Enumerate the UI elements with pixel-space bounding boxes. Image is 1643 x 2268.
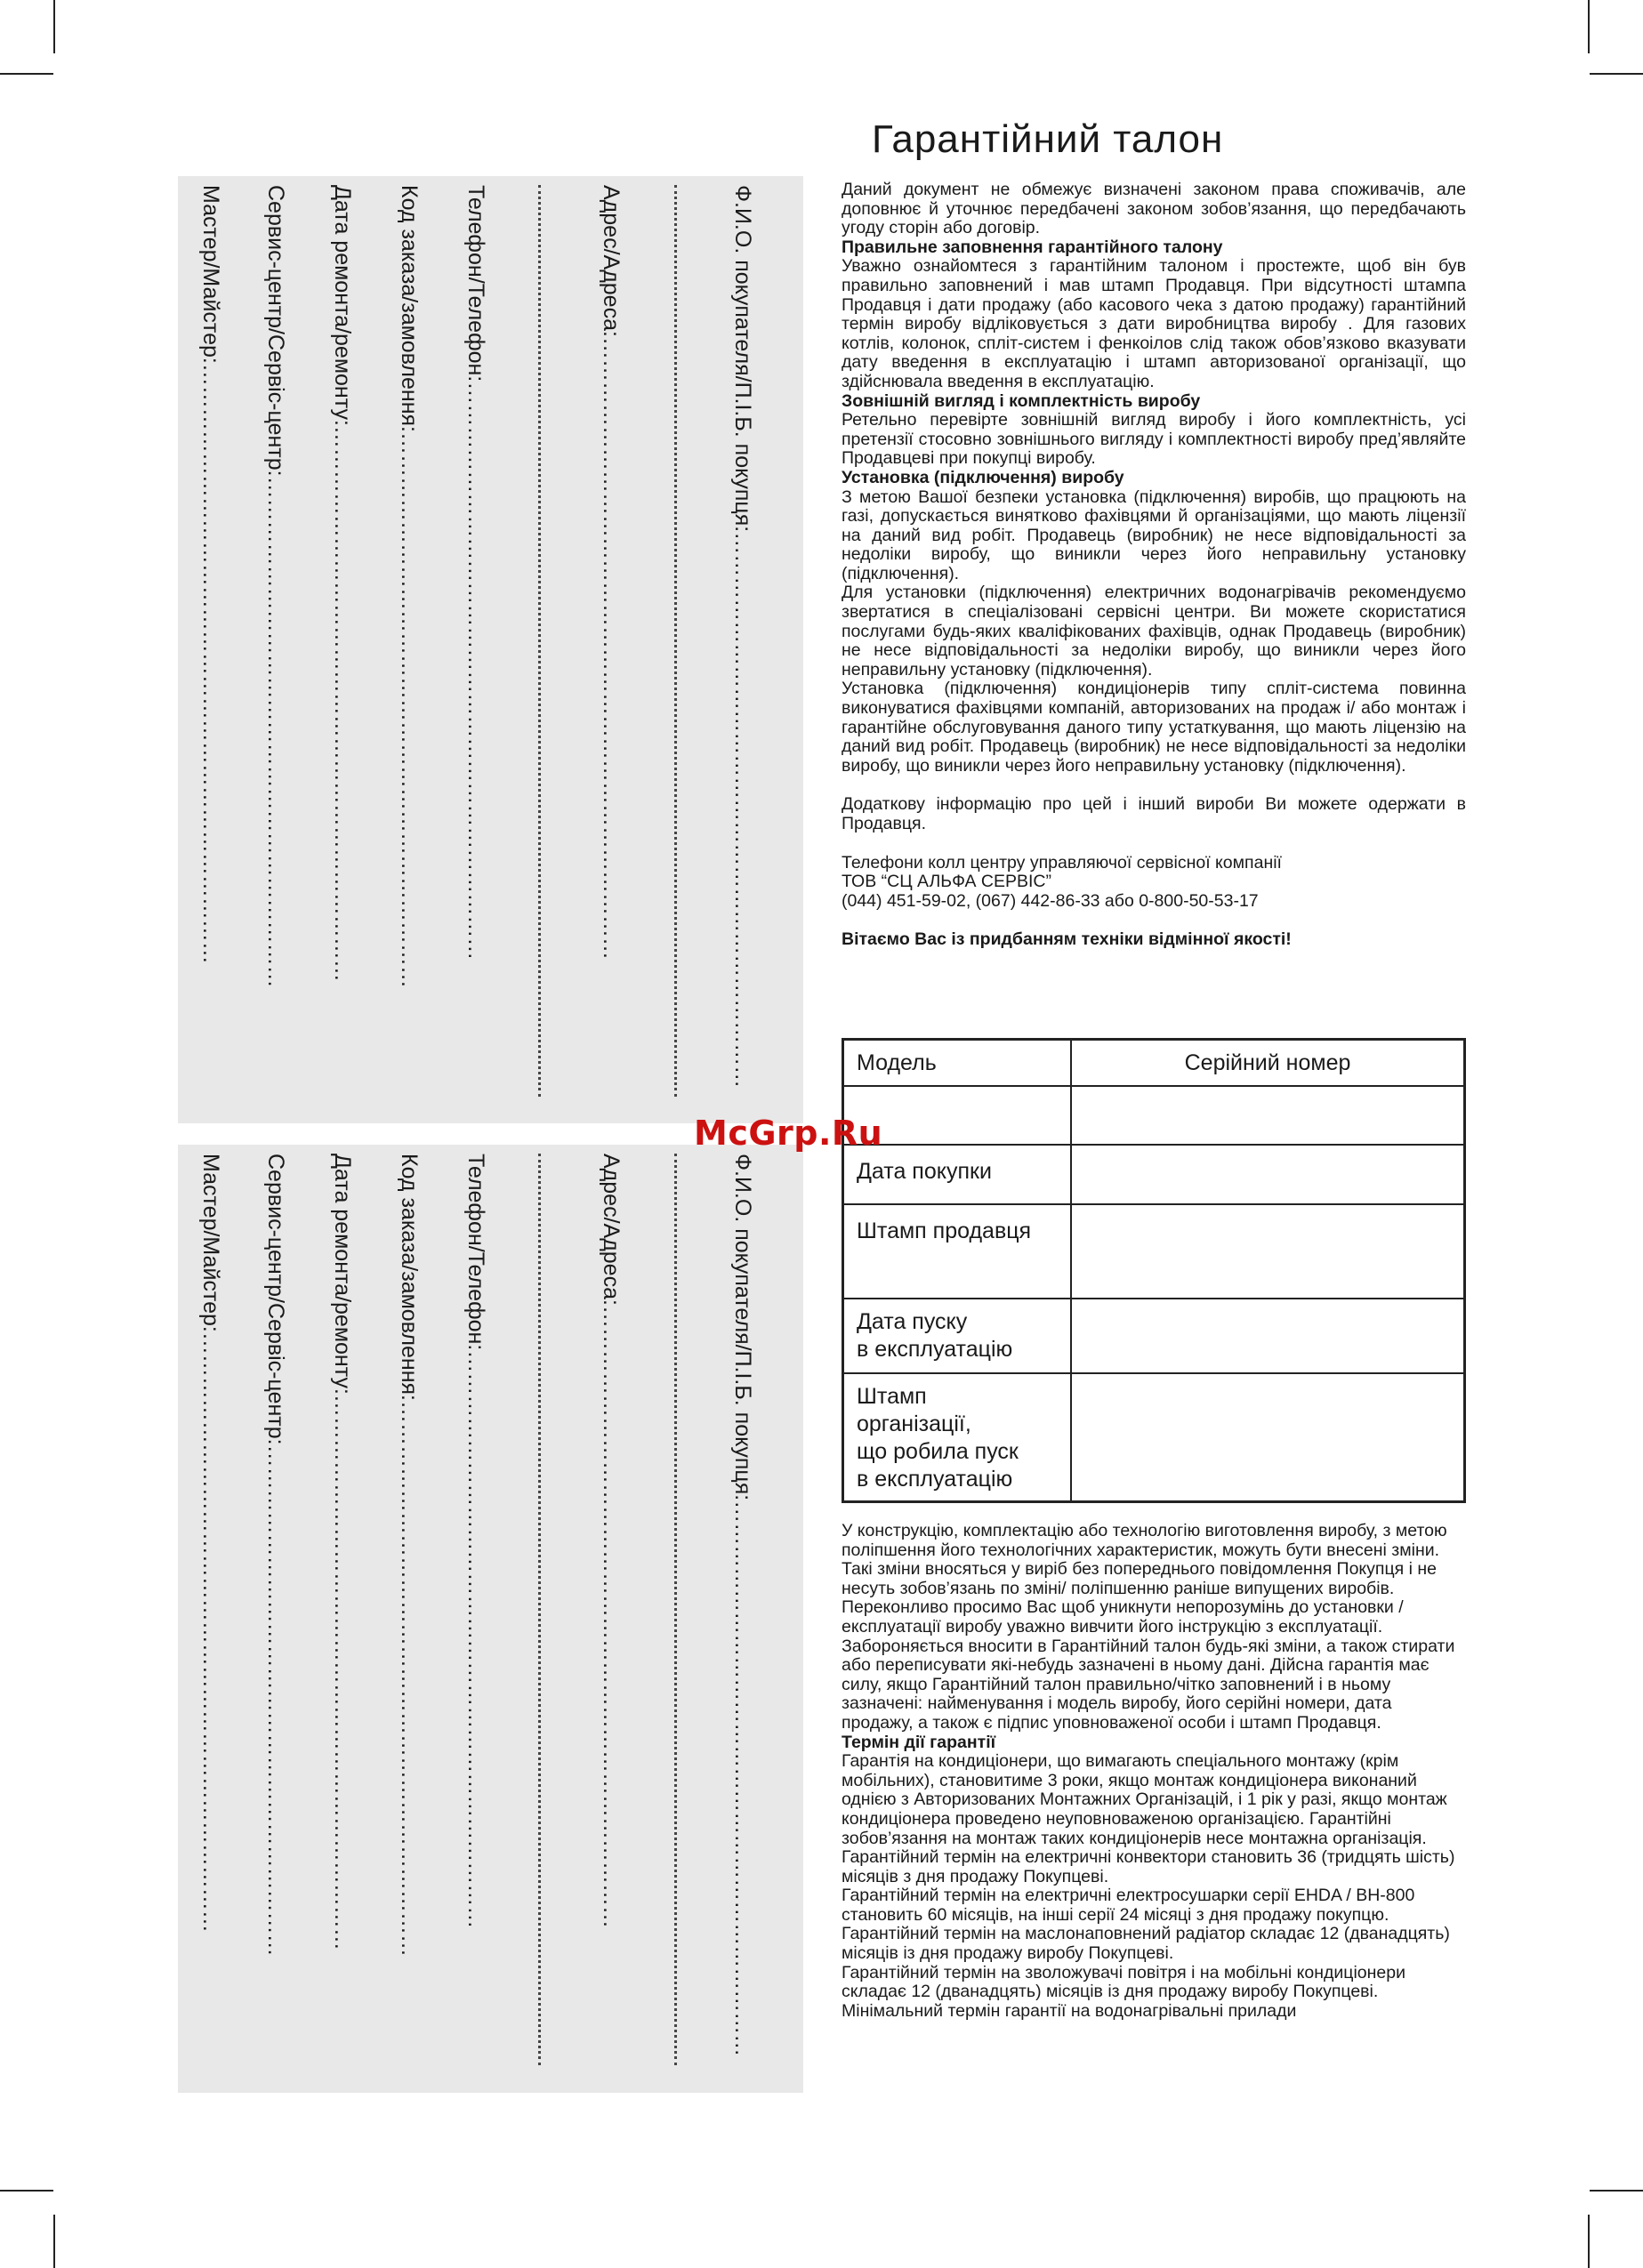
paragraph: Гарантійний термін на електричні конвектори становить 36 (тридцять шість) місяців з дня продажу Покупцеві.	[842, 1847, 1455, 1886]
coupon-service-label: Сервис-центр/Сервіс-центр:	[263, 185, 288, 477]
coupon-order-label: Код заказа/замовлення:	[397, 1154, 422, 1401]
org-stamp-line: що робила пуск	[857, 1439, 1019, 1464]
coupon-order-field[interactable]: Код заказа/замовлення:…………………………………………………………………	[397, 1154, 422, 1957]
start-date-cell[interactable]	[1072, 1299, 1463, 1374]
coupon-order-label: Код заказа/замовлення:	[397, 185, 422, 432]
section-heading: Термін дії гарантії	[842, 1732, 996, 1752]
paragraph: Для установки (підключення) електричних водонагрівачів рекомендуємо звертатися в спеціалізовані сервісні центри. Ви можете скористатися послугами будь-яких кваліфікованих фахівців, однак Продавець (виробник) не несе відповідальності за недоліки виробу, що виникли через його неправильну установку (підключення).	[842, 583, 1466, 680]
page-title: Гарантійний талон	[872, 117, 1224, 161]
coupon-buyer-label: Ф.И.О. покупателя/П.І.Б. покупця:	[730, 1154, 755, 1501]
coupon-master-label: Мастер/Майстер:	[198, 1154, 223, 1332]
coupon-repair-date-label: Дата ремонта/ремонту:	[330, 1154, 355, 1395]
coupon-phone-field[interactable]: Телефон/Телефон:……………………………………………………………………	[463, 1154, 488, 1929]
paragraph: Гарантійний термін на зволожувачі повітря і на мобільні кондиціонери складає 12 (дванадцять) місяців із дня продажу виробу Покупцеві.	[842, 1962, 1406, 2002]
coupon-address-field[interactable]: Адрес/Адреса:…………………………………………………………………………	[599, 1154, 624, 1928]
coupon-phone-field[interactable]: Телефон/Телефон:……………………………………………………………………	[463, 185, 488, 961]
seller-stamp-cell[interactable]	[1072, 1205, 1463, 1299]
paragraph: З метою Вашої безпеки установка (підключення) виробів, що працюють на газі, допускається винятково фахівцями й організаціями, що мають ліцензії на даний вид робіт. Продавець (виробник) не несе відповідальності за недоліки виробу, що виникли через його неправильну установку (підключення).	[842, 487, 1466, 583]
org-stamp-line: організації,	[857, 1411, 971, 1436]
coupon-address-field[interactable]: Адрес/Адреса:…………………………………………………………………………	[599, 185, 624, 960]
table-row-org	[844, 1372, 1463, 1502]
warranty-terms-text	[842, 1522, 1466, 2021]
org-stamp-line: Штамп	[857, 1384, 927, 1409]
crop-mark	[53, 2215, 55, 2268]
crop-mark	[1590, 2190, 1643, 2192]
coupon-phone-label: Телефон/Телефон:	[463, 185, 488, 382]
org-stamp-line: в експлуатацію	[857, 1467, 1013, 1492]
purchase-date-cell[interactable]	[1072, 1146, 1463, 1205]
coupon-service-field[interactable]: Сервис-центр/Сервіс-центр:……………………………………………………………	[263, 185, 288, 988]
coupon-master-field[interactable]: Мастер/Майстер:………………………………………………………………………	[198, 185, 223, 964]
coupon-service-label: Сервис-центр/Сервіс-центр:	[263, 1154, 288, 1445]
warranty-table	[842, 1038, 1466, 1503]
greeting: Вітаємо Вас із придбанням техніки відмінної якості!	[842, 929, 1292, 950]
coupon-blank-line[interactable]	[674, 185, 677, 1097]
crop-mark	[0, 73, 53, 75]
coupon-blank-line[interactable]	[538, 185, 541, 1097]
section-heading: Установка (підключення) виробу	[842, 467, 1124, 487]
intro-paragraph: Даний документ не обмежує визначені законом права споживачів, але доповнює й уточнює передбачені законом зобов’язання, що передбачають угоду сторін або договір.	[842, 180, 1466, 238]
phones-label: Телефони колл центру управляючої сервісної компанії	[842, 852, 1282, 873]
paragraph: Установка (підключення) кондиціонерів типу спліт-система повинна виконуватися фахівцями компаній, авторизованих на продаж і/ або монтаж і гарантійне обслуговування даного типу устаткування, що мають ліцензію на даний вид робіт. Продавець (виробник) не несе відповідальності за недоліки виробу, що виникли через його неправильну установку (підключення).	[842, 679, 1466, 776]
repair-coupon-1	[178, 176, 803, 1123]
phone-numbers: (044) 451-59-02, (067) 442-86-33 або 0-800-50-53-17	[842, 890, 1259, 911]
coupon-repair-date-field[interactable]: Дата ремонта/ремонту:…………………………………………………………………	[330, 1154, 355, 1950]
org-stamp-cell[interactable]	[1072, 1374, 1463, 1502]
coupon-address-label: Адрес/Адреса:	[599, 1154, 624, 1306]
coupon-order-field[interactable]: Код заказа/замовлення:…………………………………………………………………	[397, 185, 422, 988]
table-header-serial: Серійний номер	[1184, 1050, 1351, 1075]
crop-mark	[1590, 73, 1643, 75]
paragraph: Гарантійний термін на електричні електросушарки серії EHDA / BH-800 становить 60 місяців, на інші серії 24 місяці з дня продажу покупцю.	[842, 1886, 1415, 1925]
serial-cell[interactable]	[1072, 1087, 1463, 1146]
coupon-blank-line[interactable]	[538, 1154, 541, 2065]
coupon-master-label: Мастер/Майстер:	[198, 185, 223, 364]
section-heading: Правильне заповнення гарантійного талону	[842, 237, 1223, 257]
org-stamp-label	[844, 1374, 1072, 1502]
coupon-master-field[interactable]: Мастер/Майстер:………………………………………………………………………	[198, 1154, 223, 1933]
table-row-purchase	[844, 1144, 1463, 1205]
table-row-header	[844, 1041, 1463, 1085]
crop-mark	[0, 2190, 53, 2192]
paragraph: Уважно ознайомтеся з гарантійним талоном і простежте, щоб він був правильно заповнений і мав штамп Продавця. При відсутності штампа Продавця і дати продажу (або касового чека з датою продажу) гарантійний термін виробу відліковується з дати виробництва виробу . Для газових котлів, колонок, спліт-систем і фенкоілов слід також обов’язково вказувати дату введення в експлуатацію і штамп авторизованої організації, що здійснювала введення в експлуатацію.	[842, 256, 1466, 391]
purchase-date-label: Дата покупки	[844, 1146, 1072, 1205]
company-name: ТОВ “СЦ АЛЬФА СЕРВІС”	[842, 872, 1051, 892]
table-header-model: Модель	[844, 1041, 1072, 1085]
coupon-service-field[interactable]: Сервис-центр/Сервіс-центр:……………………………………………………………	[263, 1154, 288, 1957]
table-row-model-value	[844, 1085, 1463, 1146]
start-date-label	[844, 1299, 1072, 1374]
coupon-address-label: Адрес/Адреса:	[599, 185, 624, 337]
coupon-repair-date-field[interactable]: Дата ремонта/ремонту:…………………………………………………………………	[330, 185, 355, 982]
intro-text	[842, 181, 1466, 950]
paragraph: Гарантія на кондиціонери, що вимагають спеціального монтажу (крім мобільних), становитиме 3 роки, якщо монтаж кондиціонера виконаний однією з Авторизованих Монтажних Організацій, і 1 рік у разі, якщо монтаж кондиціонера проведено неуповноваженою організацією. Гарантійні зобов’язання на монтаж таких кондиціонерів несе монтажна організація.	[842, 1751, 1447, 1848]
paragraph: У конструкцію, комплектацію або технологію виготовлення виробу, з метою поліпшення його технологічних характеристик, можуть бути внесені зміни. Такі зміни вносяться у виріб без попереднього повідомлення Покупця і не несуть зобов’язань по зміні/ поліпшенню раніше випущених виробів.	[842, 1521, 1447, 1598]
paragraph: Гарантійний термін на маслонаповнений радіатор складає 12 (дванадцять) місяців із дня продажу виробу Покупцеві.	[842, 1924, 1450, 1964]
start-date-line: Дата пуску	[857, 1309, 968, 1334]
coupon-blank-line[interactable]	[674, 1154, 677, 2065]
coupon-buyer-label: Ф.И.О. покупателя/П.І.Б. покупця:	[730, 185, 755, 533]
coupon-buyer-field[interactable]: Ф.И.О. покупателя/П.І.Б. покупця:…………………………………………………………………	[730, 185, 755, 1089]
paragraph: Ретельно перевірте зовнішній вигляд виробу і його комплектність, усі претензії стосовно зовнішнього вигляду і комплектності виробу пред’являйте Продавцеві при покупці виробу.	[842, 410, 1466, 469]
crop-mark	[1588, 2215, 1590, 2268]
watermark: McGrp.Ru	[694, 1114, 883, 1153]
repair-coupon-2	[178, 1145, 803, 2093]
table-row-start	[844, 1298, 1463, 1374]
paragraph: Мінімальний термін гарантії на водонагрівальні прилади	[842, 2000, 1297, 2021]
coupon-phone-label: Телефон/Телефон:	[463, 1154, 488, 1351]
crop-mark	[53, 0, 55, 53]
table-row-stamp	[844, 1203, 1463, 1299]
crop-mark	[1588, 0, 1590, 53]
coupon-repair-date-label: Дата ремонта/ремонту:	[330, 185, 355, 426]
section-heading: Зовнішній вигляд і комплектність виробу	[842, 390, 1201, 411]
seller-stamp-label: Штамп продавця	[844, 1205, 1072, 1299]
start-date-line: в експлуатацію	[857, 1337, 1013, 1362]
paragraph: Переконливо просимо Вас щоб уникнути непорозумінь до установки /експлуатації виробу уважно вивчити його інструкцію з експлуатації. Забороняється вносити в Гарантійний талон будь-які зміни, а також стирати або переписувати які-небудь зазначені в ньому дані. Дійсна гарантія має силу, якщо Гарантійний талон правильно/чітко заповнений і в ньому зазначені: найменування і модель виробу, його серійні номери, дата продажу, а також є підпис уповноваженої особи і штамп Продавця.	[842, 1597, 1455, 1733]
paragraph: Додаткову інформацію про цей і інший вироби Ви можете одержати в Продавця.	[842, 794, 1466, 833]
coupon-buyer-field[interactable]: Ф.И.О. покупателя/П.І.Б. покупця:…………………………………………………………………	[730, 1154, 755, 2057]
